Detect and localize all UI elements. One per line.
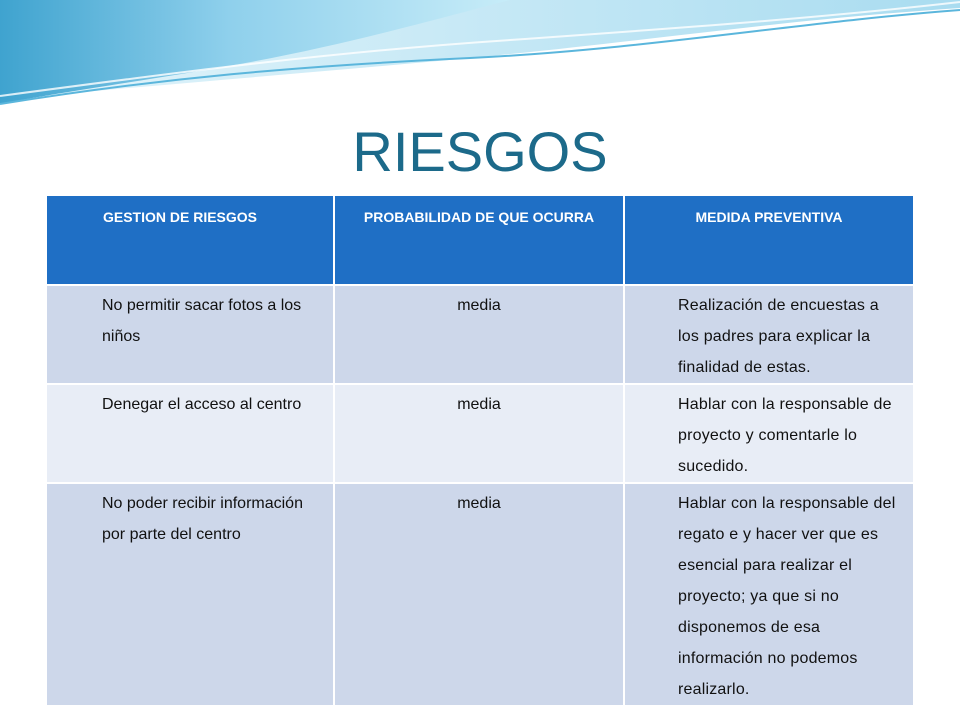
slide-title: RIESGOS [352,120,608,183]
table-row [47,483,913,705]
table-row [47,285,913,384]
header-medida-preventiva: MEDIDA PREVENTIVA [624,196,913,285]
measure-cell: Hablar con la responsable del regato e y hacer ver que es esencial para realizar el proyecto; ya que si no disponemos de esa información no podemos realizarlo. [624,483,913,705]
header-gestion-riesgos: GESTION DE RIESGOS [47,196,334,285]
risk-cell: No permitir sacar fotos a los niños [47,285,334,384]
probability-cell: media [334,285,624,384]
measure-cell: Realización de encuestas a los padres para explicar la finalidad de estas. [624,285,913,384]
probability-cell: media [334,384,624,483]
table-row [47,384,913,483]
measure-cell: Hablar con la responsable de proyecto y comentarle lo sucedido. [624,384,913,483]
header-probabilidad: PROBABILIDAD DE QUE OCURRA [334,196,624,285]
header-wave-decoration [0,0,960,115]
risk-table [47,196,913,705]
probability-cell: media [334,483,624,705]
risk-cell: Denegar el acceso al centro [47,384,334,483]
risk-cell: No poder recibir información por parte del centro [47,483,334,705]
table-header-row [47,196,913,285]
